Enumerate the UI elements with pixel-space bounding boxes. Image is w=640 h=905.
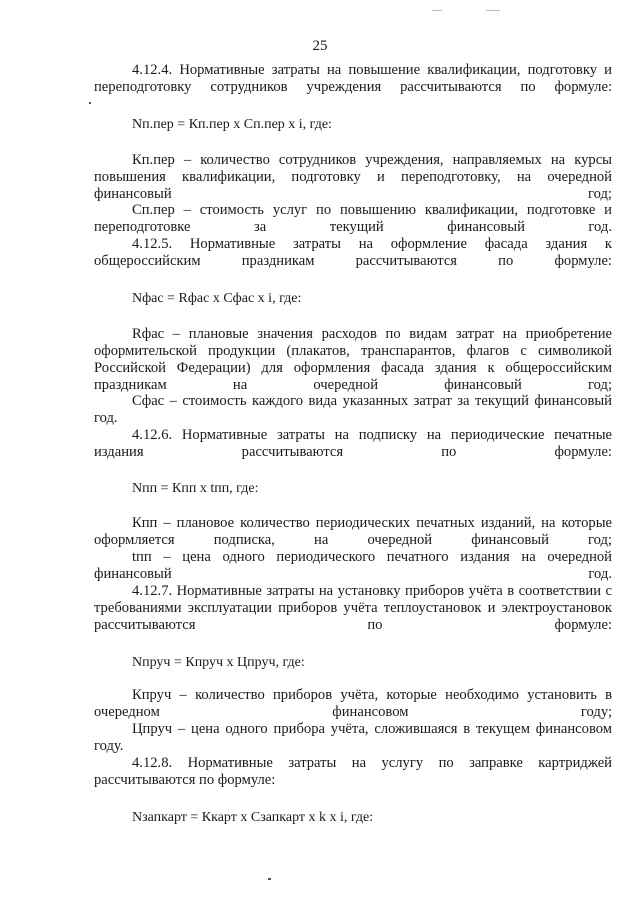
definition-t-pp: tпп – цена одного периодического печатного издания на очередной финансовый год. <box>94 549 612 582</box>
formula-n-pruch: Nпруч = Кпруч x Цпруч, где: <box>132 655 305 670</box>
paragraph-4-12-6: 4.12.6. Нормативные затраты на подписку на периодические печатные издания рассчитываются по формуле: <box>94 427 612 460</box>
formula-n-pper: Nп.пер = Кп.пер x Сп.пер x i, где: <box>132 117 332 132</box>
paragraph-4-12-7: 4.12.7. Нормативные затраты на установку приборов учёта в соответствии с требованиями эксплуатации приборов учёта теплоустановок и электроустановок рассчитываются по формуле: <box>94 583 612 633</box>
formula-n-fas: Nфас = Rфас x Сфас x i, где: <box>132 291 302 306</box>
scan-speck <box>89 102 91 104</box>
definition-s-pper: Сп.пер – стоимость услуг по повышению квалификации, подготовке и переподготовке за текущий финансовый год. <box>94 202 612 235</box>
page-number: 25 <box>312 38 328 54</box>
definition-k-pp: Кпп – плановое количество периодических печатных изданий, на которые оформляется подписка, на очередной финансовый год; <box>94 515 612 548</box>
definition-k-pper: Кп.пер – количество сотрудников учреждения, направляемых на курсы повышения квалификации, подготовку и переподготовку, на очередной финансовый год; <box>94 152 612 202</box>
definition-r-fas: Rфас – плановые значения расходов по видам затрат на приобретение оформительской продукции (плакатов, транспарантов, флагов с символикой Российской Федерации) для оформления фасада здания к общероссийским праздникам на очередной финансовый год; <box>94 326 612 393</box>
scan-speck <box>432 10 442 11</box>
paragraph-4-12-8: 4.12.8. Нормативные затраты на услугу по заправке картриджей рассчитываются по формуле: <box>94 755 612 788</box>
definition-s-fas: Сфас – стоимость каждого вида указанных затрат за текущий финансовый год. <box>94 393 612 426</box>
definition-k-pruch: Кпруч – количество приборов учёта, которые необходимо установить в очередном финансовом году; <box>94 687 612 720</box>
definition-ts-pruch: Цпруч – цена одного прибора учёта, сложившаяся в текущем финансовом году. <box>94 721 612 754</box>
scan-speck <box>486 10 500 11</box>
paragraph-4-12-4: 4.12.4. Нормативные затраты на повышение квалификации, подготовку и переподготовку сотрудников учреждения рассчитываются по формуле: <box>94 62 612 95</box>
scan-speck <box>268 878 271 880</box>
formula-n-zapkart: Nзапкарт = Ккарт x Сзапкарт x k x i, где: <box>132 810 374 825</box>
formula-n-pp: Nпп = Кпп x tпп, где: <box>132 481 259 496</box>
paragraph-4-12-5: 4.12.5. Нормативные затраты на оформление фасада здания к общероссийским праздникам рассчитываются по формуле: <box>94 236 612 269</box>
